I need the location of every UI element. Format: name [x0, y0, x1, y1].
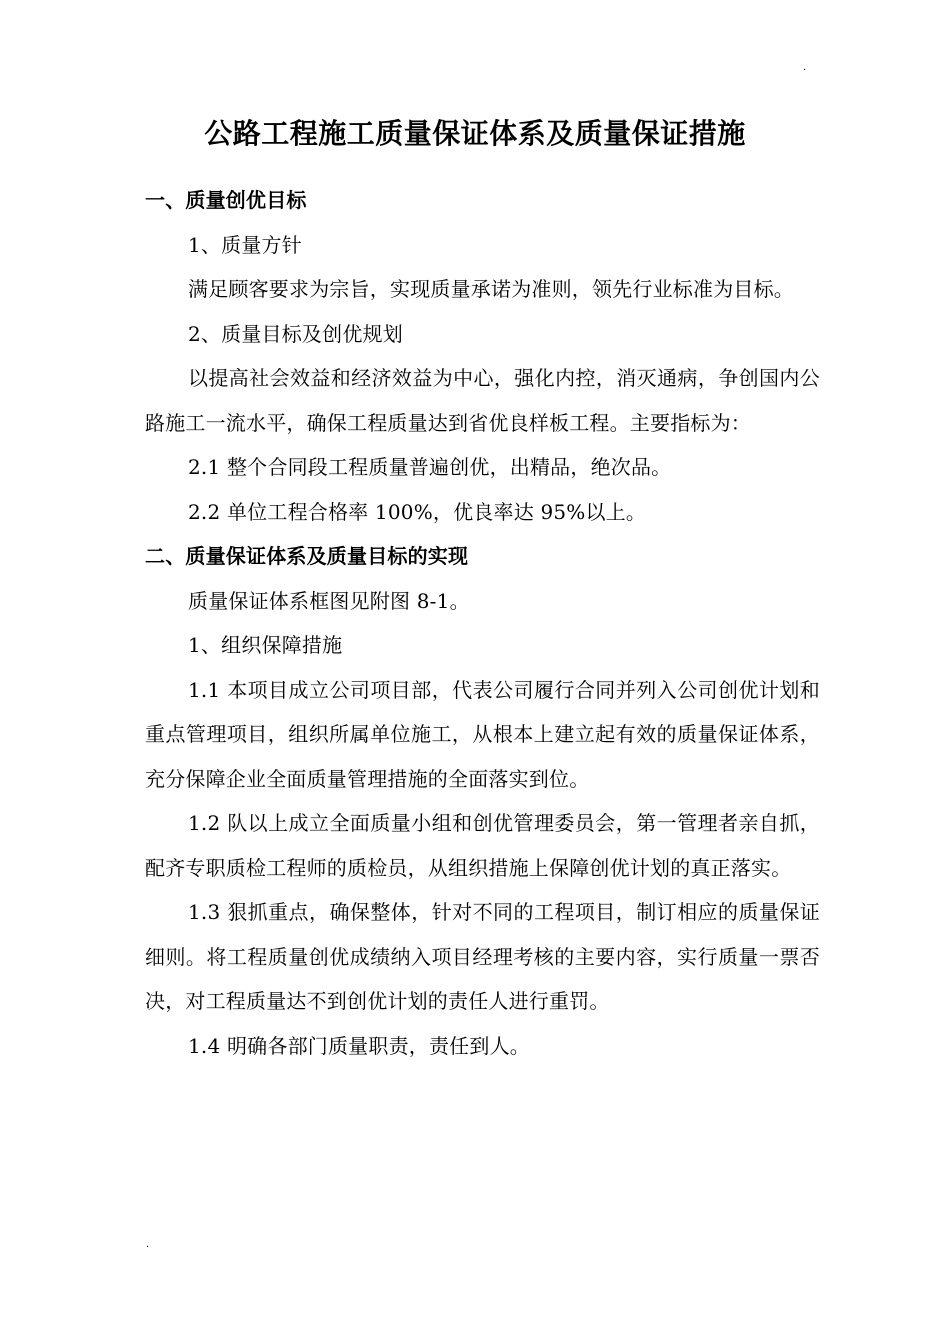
section-heading-2: 二、质量保证体系及质量目标的实现 — [145, 544, 469, 568]
corner-dot-bottom: . — [146, 1239, 150, 1250]
paragraph-policy-text: 满足顾客要求为宗旨，实现质量承诺为准则，领先行业标准为目标。 — [188, 277, 794, 301]
section-heading-1: 一、质量创优目标 — [145, 188, 307, 212]
document-body — [145, 178, 820, 1068]
paragraph-goals-text: 以提高社会效益和经济效益为中心，强化内控，消灭通病，争创国内公路施工一流水平，确保工程质量达到省优良样板工程。主要指标为： — [145, 366, 820, 435]
subheading-quality-policy: 1、质量方针 — [188, 232, 302, 257]
paragraph-item-2-1: 2.1 整个合同段工程质量普遍创优，出精品，绝次品。 — [188, 455, 672, 479]
subheading-quality-goals: 2、质量目标及创优规划 — [188, 321, 403, 346]
paragraph-item-1-3: 1.3 狠抓重点，确保整体，针对不同的工程项目，制订相应的质量保证细则。将工程质量创优成绩纳入项目经理考核的主要内容，实行质量一票否决，对工程质量达不到创优计划的责任人进行重罚。 — [145, 900, 820, 1013]
page-title: 公路工程施工质量保证体系及质量保证措施 — [204, 117, 746, 150]
paragraph-item-2-2: 2.2 单位工程合格率 100%，优良率达 95%以上。 — [188, 499, 647, 524]
paragraph-item-1-1: 1.1 本项目成立公司项目部，代表公司履行合同并列入公司创优计划和重点管理项目，组织所属单位施工，从根本上建立起有效的质量保证体系，充分保障企业全面质量管理措施的全面落实到位。 — [145, 677, 820, 791]
paragraph-diagram-reference: 质量保证体系框图见附图 8-1。 — [188, 588, 470, 613]
paragraph-item-1-4: 1.4 明确各部门质量职责，责任到人。 — [188, 1033, 530, 1058]
subheading-organization-measures: 1、组织保障措施 — [188, 633, 343, 657]
corner-dot-top: . — [803, 62, 807, 73]
paragraph-item-1-2: 1.2 队以上成立全面质量小组和创优管理委员会，第一管理者亲自抓，配齐专职质检工程师的质检员，从组织措施上保障创优计划的真正落实。 — [145, 811, 820, 880]
